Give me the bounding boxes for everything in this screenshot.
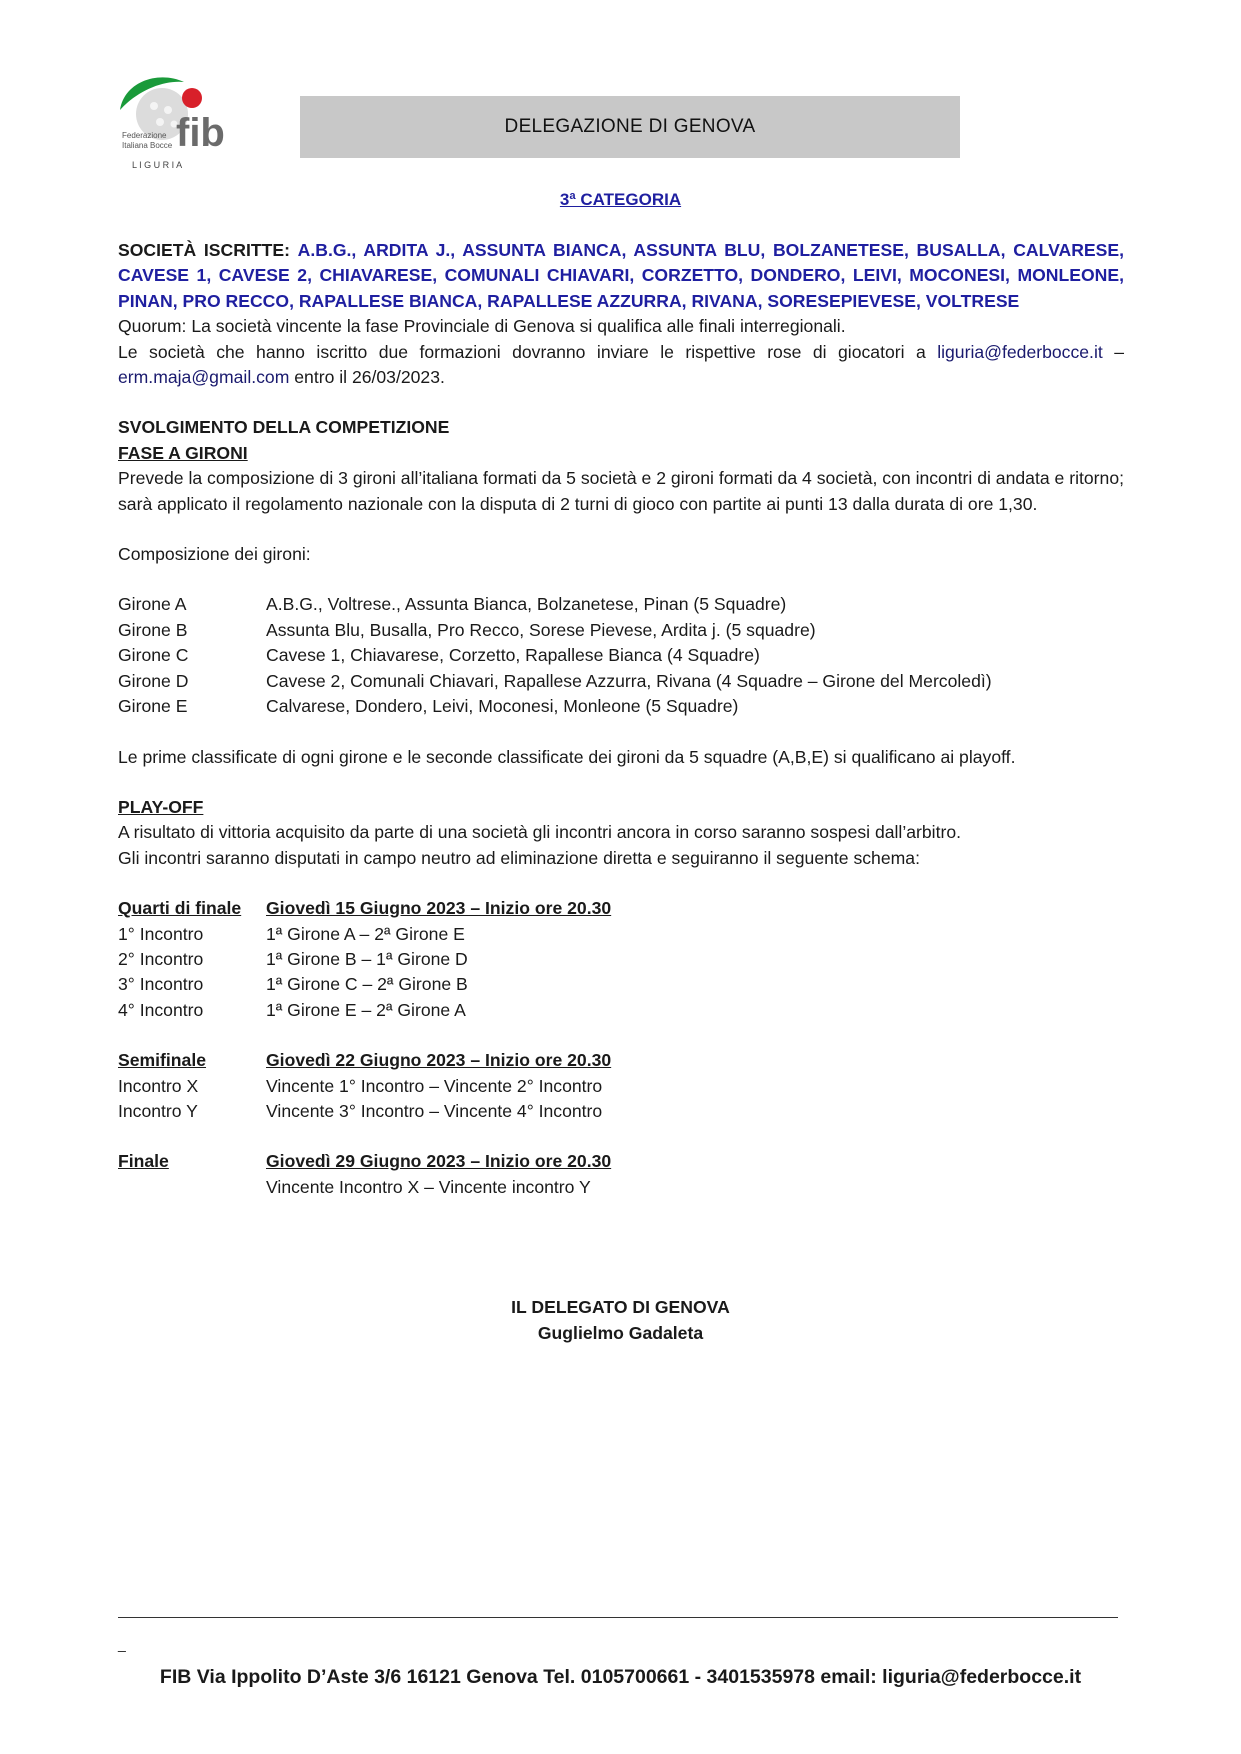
footer-dash: _	[118, 1636, 126, 1652]
playoff-line1: A risultato di vittoria acquisito da parte di una società gli incontri ancora in corso saranno sospesi dall’arbitro.	[118, 822, 961, 843]
signature-block	[0, 1294, 1241, 1346]
finale-header	[118, 1149, 1124, 1174]
societa-list: A.B.G., ARDITA J., ASSUNTA BIANCA, ASSUNTA BLU, BOLZANETESE, BUSALLA, CALVARESE, CAVESE 1, CAVESE 2, CHIAVARESE, COMUNALI CHIAVARI, CORZETTO, DONDERO, LEIVI, MOCONESI, MONLEONE, PINAN, PRO RECCO, RAPALLESE BIANCA, RAPALLESE AZZURRA, RIVANA, SORESEPIEVESE, VOLTRESE	[118, 240, 1124, 311]
finale-section	[118, 1149, 1124, 1200]
girone-row	[118, 592, 1124, 617]
finale-match: Vincente Incontro X – Vincente incontro Y	[266, 1176, 591, 1197]
composizione-label: Composizione dei gironi:	[118, 544, 311, 565]
semifinale-header	[118, 1048, 1124, 1073]
girone-row	[118, 643, 1124, 668]
girone-name: Girone B	[118, 619, 188, 640]
signature-title: IL DELEGATO DI GENOVA	[511, 1297, 730, 1317]
fib-logo	[118, 72, 278, 184]
girone-teams: Cavese 2, Comunali Chiavari, Rapallese Azzurra, Rivana (4 Squadre – Girone del Mercoledì)	[266, 670, 992, 691]
quarti-label: Quarti di finale	[118, 898, 242, 919]
girone-name: Girone D	[118, 670, 189, 691]
girone-teams: Calvarese, Dondero, Leivi, Moconesi, Monleone (5 Squadre)	[266, 696, 739, 717]
match-row	[118, 972, 1124, 997]
logo-italiana-bocce-text: Italiana Bocce	[122, 141, 173, 150]
match-row	[118, 922, 1124, 947]
match-name: Incontro Y	[118, 1100, 198, 1121]
match-desc: 1ª Girone E – 2ª Girone A	[266, 999, 466, 1020]
match-row	[118, 1099, 1124, 1124]
match-desc: Vincente 3° Incontro – Vincente 4° Incontro	[266, 1100, 603, 1121]
girone-name: Girone A	[118, 594, 187, 615]
rose-text-before: Le società che hanno iscritto due formazioni dovranno inviare le rispettive rose di giocatori a	[118, 341, 938, 362]
qualifica-text: Le prime classificate di ogni girone e le seconde classificate dei gironi da 5 squadre (A,B,E) si qualificano ai playoff.	[118, 746, 1016, 767]
match-row	[118, 1175, 1124, 1200]
logo-federazione-text: Federazione	[122, 131, 167, 140]
match-name: 3° Incontro	[118, 974, 204, 995]
girone-name: Girone E	[118, 696, 188, 717]
match-row	[118, 998, 1124, 1023]
quarti-header	[118, 896, 1124, 921]
quarti-section	[118, 896, 1124, 1023]
rose-text-after: entro il 26/03/2023.	[289, 367, 445, 388]
header-title-box	[300, 96, 960, 158]
email-link-liguria[interactable]: liguria@federbocce.it	[937, 341, 1103, 362]
gironi-list	[118, 592, 1124, 719]
category-title: 3ª CATEGORIA	[559, 190, 682, 209]
match-name: 2° Incontro	[118, 948, 204, 969]
email-link-maja[interactable]: erm.maja@gmail.com	[118, 367, 290, 388]
signature-name: Guglielmo Gadaleta	[537, 1323, 704, 1343]
girone-teams: Cavese 1, Chiavarese, Corzetto, Rapallese Bianca (4 Squadre)	[266, 645, 760, 666]
match-name: Incontro X	[118, 1075, 199, 1096]
fib-logo-graphic	[118, 72, 278, 184]
match-row	[118, 1074, 1124, 1099]
match-name: 4° Incontro	[118, 999, 204, 1020]
rose-paragraph	[118, 340, 1124, 391]
girone-row	[118, 618, 1124, 643]
semifinale-label: Semifinale	[118, 1050, 207, 1071]
societa-iscritte	[118, 238, 1124, 314]
girone-teams: Assunta Blu, Busalla, Pro Recco, Sorese Pievese, Ardita j. (5 squadre)	[266, 619, 816, 640]
semifinale-section	[118, 1048, 1124, 1124]
document-body	[118, 238, 1124, 1200]
header-title: DELEGAZIONE DI GENOVA	[504, 116, 756, 137]
logo-region-text: L I G U R I A	[132, 160, 183, 170]
quorum-text: Quorum: La società vincente la fase Provinciale di Genova si qualifica alle finali interregionali.	[118, 316, 846, 337]
fase-gironi-title: FASE A GIRONI	[118, 442, 248, 463]
semifinale-date: Giovedì 22 Giugno 2023 – Inizio ore 20.30	[266, 1050, 612, 1071]
svolgimento-title: SVOLGIMENTO DELLA COMPETIZIONE	[118, 417, 450, 438]
quarti-date: Giovedì 15 Giugno 2023 – Inizio ore 20.30	[266, 898, 612, 919]
fase-gironi-text: Prevede la composizione di 3 gironi all’italiana formati da 5 società e 2 gironi formati da 4 società, con incontri di andata e ritorno; sarà applicato il regolamento nazionale con la disputa di 2 turni di gioco con partite ai punti 13 dalla durata di ore 1,30.	[118, 468, 1124, 514]
match-row	[118, 947, 1124, 972]
girone-row	[118, 669, 1124, 694]
rose-sep: –	[1102, 341, 1124, 362]
match-desc: 1ª Girone A – 2ª Girone E	[266, 923, 465, 944]
match-name: 1° Incontro	[118, 923, 204, 944]
logo-fib-text: fib	[176, 111, 225, 155]
finale-date: Giovedì 29 Giugno 2023 – Inizio ore 20.30	[266, 1151, 612, 1172]
match-desc: 1ª Girone B – 1ª Girone D	[266, 948, 468, 969]
girone-teams: A.B.G., Voltrese., Assunta Bianca, Bolzanetese, Pinan (5 Squadre)	[266, 594, 787, 615]
playoff-line2: Gli incontri saranno disputati in campo neutro ad eliminazione diretta e seguiranno il seguente schema:	[118, 847, 920, 868]
match-desc: 1ª Girone C – 2ª Girone B	[266, 974, 468, 995]
girone-row	[118, 694, 1124, 719]
playoff-title: PLAY-OFF	[118, 796, 204, 817]
societa-label: SOCIETÀ ISCRITTE:	[118, 240, 290, 260]
footer-contact: FIB Via Ippolito D’Aste 3/6 16121 Genova Tel. 0105700661 - 3401535978 email: liguria@federbocce.it	[159, 1666, 1082, 1688]
match-desc: Vincente 1° Incontro – Vincente 2° Incontro	[266, 1075, 603, 1096]
footer-divider	[118, 1617, 1118, 1618]
girone-name: Girone C	[118, 645, 189, 666]
finale-label: Finale	[118, 1151, 169, 1172]
